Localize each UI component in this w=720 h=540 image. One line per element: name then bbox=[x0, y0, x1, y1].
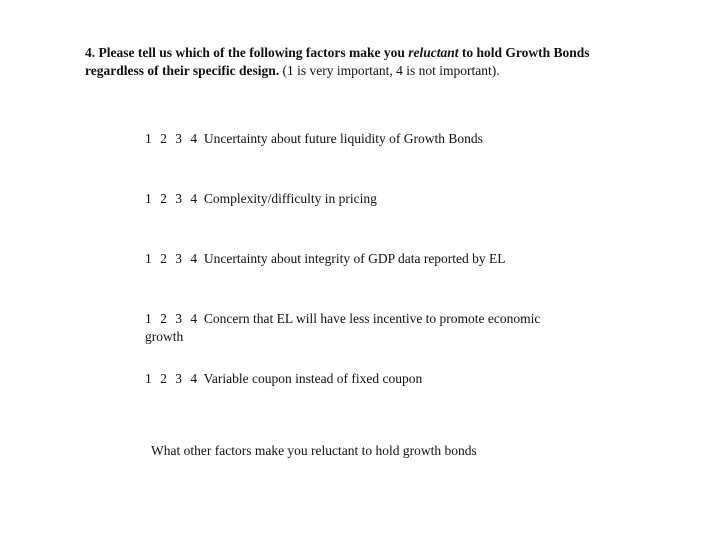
rating-scale[interactable]: 1 2 3 4 bbox=[145, 191, 198, 206]
factor-item-1 bbox=[145, 130, 565, 148]
other-factors-prompt: What other factors make you reluctant to hold growth bonds bbox=[151, 443, 477, 458]
rating-scale[interactable]: 1 2 3 4 bbox=[145, 131, 198, 146]
factor-item-2 bbox=[145, 190, 565, 208]
rating-scale[interactable]: 1 2 3 4 bbox=[145, 251, 198, 266]
factor-item-4 bbox=[145, 310, 565, 346]
question-lead: 4. Please tell us which of the following factors make you bbox=[85, 45, 409, 60]
factor-text: Uncertainty about future liquidity of Growth Bonds bbox=[203, 131, 483, 146]
question-emphasis: reluctant bbox=[408, 45, 459, 60]
factor-text: Complexity/difficulty in pricing bbox=[203, 191, 377, 206]
rating-scale[interactable]: 1 2 3 4 bbox=[145, 311, 198, 326]
factor-text: Variable coupon instead of fixed coupon bbox=[203, 371, 423, 386]
rating-scale[interactable]: 1 2 3 4 bbox=[145, 371, 198, 386]
factor-text: Concern that EL will have less incentive to promote economic growth bbox=[145, 311, 541, 344]
factor-item-5 bbox=[145, 370, 565, 388]
factor-item-3 bbox=[145, 250, 565, 268]
question-bold-tail: to hold Growth Bonds regardless of their specific design. bbox=[85, 45, 590, 78]
factor-text: Uncertainty about integrity of GDP data reported by EL bbox=[203, 251, 506, 266]
question-heading bbox=[85, 44, 645, 80]
question-scale-note: (1 is very important, 4 is not important). bbox=[279, 63, 500, 78]
